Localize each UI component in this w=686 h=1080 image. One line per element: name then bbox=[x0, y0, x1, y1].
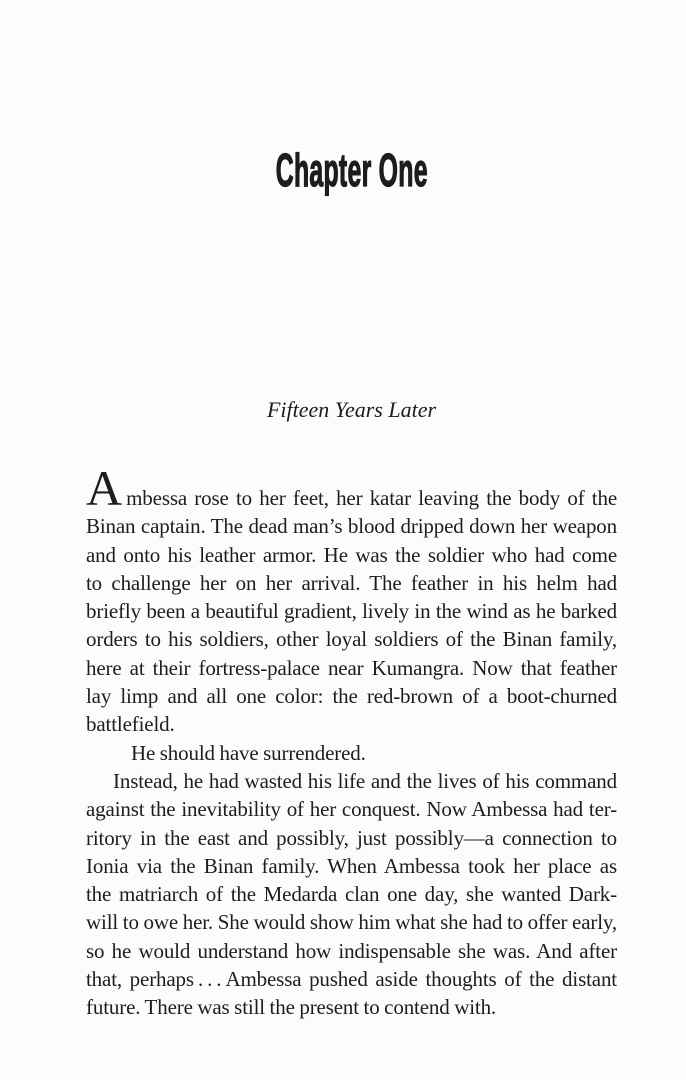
section-subtitle: Fifteen Years Later bbox=[266, 397, 437, 422]
body-line: lay limp and all one color: the red-brown of a boot-churned bbox=[86, 684, 617, 709]
chapter-title-text: Chapter One bbox=[275, 144, 428, 196]
body-line: that, perhaps . . . Ambessa pushed aside thoughts of the distant bbox=[86, 967, 617, 992]
body-line: ritory in the east and possibly, just possibly—a connection to bbox=[86, 825, 617, 850]
body-line: Ionia via the Binan family. When Ambessa took her place as bbox=[86, 853, 617, 878]
drop-cap: A bbox=[86, 460, 123, 516]
body-line: briefly been a beautiful gradient, lively in the wind as he barked bbox=[86, 599, 617, 624]
body-line: so he would understand how indispensable she was. And after bbox=[86, 938, 617, 963]
body-line: He should have surrendered. bbox=[131, 740, 366, 765]
body-line: against the inevitability of her conquest. Now Ambessa had ter- bbox=[86, 797, 617, 822]
body-line: orders to his soldiers, other loyal soldiers of the Binan family, bbox=[86, 627, 617, 652]
body-line: to challenge her on her arrival. The feather in his helm had bbox=[86, 570, 617, 595]
body-line: Binan captain. The dead man’s blood dripped down her weapon bbox=[86, 514, 617, 539]
body-text bbox=[86, 460, 617, 1022]
body-line: battlefield. bbox=[86, 712, 175, 737]
body-line: Instead, he had wasted his life and the lives of his command bbox=[113, 768, 617, 793]
body-line: will to owe her. She would show him what she had to offer early, bbox=[86, 910, 617, 935]
body-line: future. There was still the present to contend with. bbox=[86, 995, 497, 1020]
body-line: Ambessa rose to her feet, her katar leaving the body of the bbox=[86, 460, 617, 516]
body-line: here at their fortress-palace near Kumangra. Now that feather bbox=[86, 655, 617, 680]
body-line: and onto his leather armor. He was the soldier who had come bbox=[86, 542, 617, 567]
body-line: the matriarch of the Medarda clan one day, she wanted Dark- bbox=[86, 882, 617, 907]
chapter-title bbox=[86, 144, 617, 196]
